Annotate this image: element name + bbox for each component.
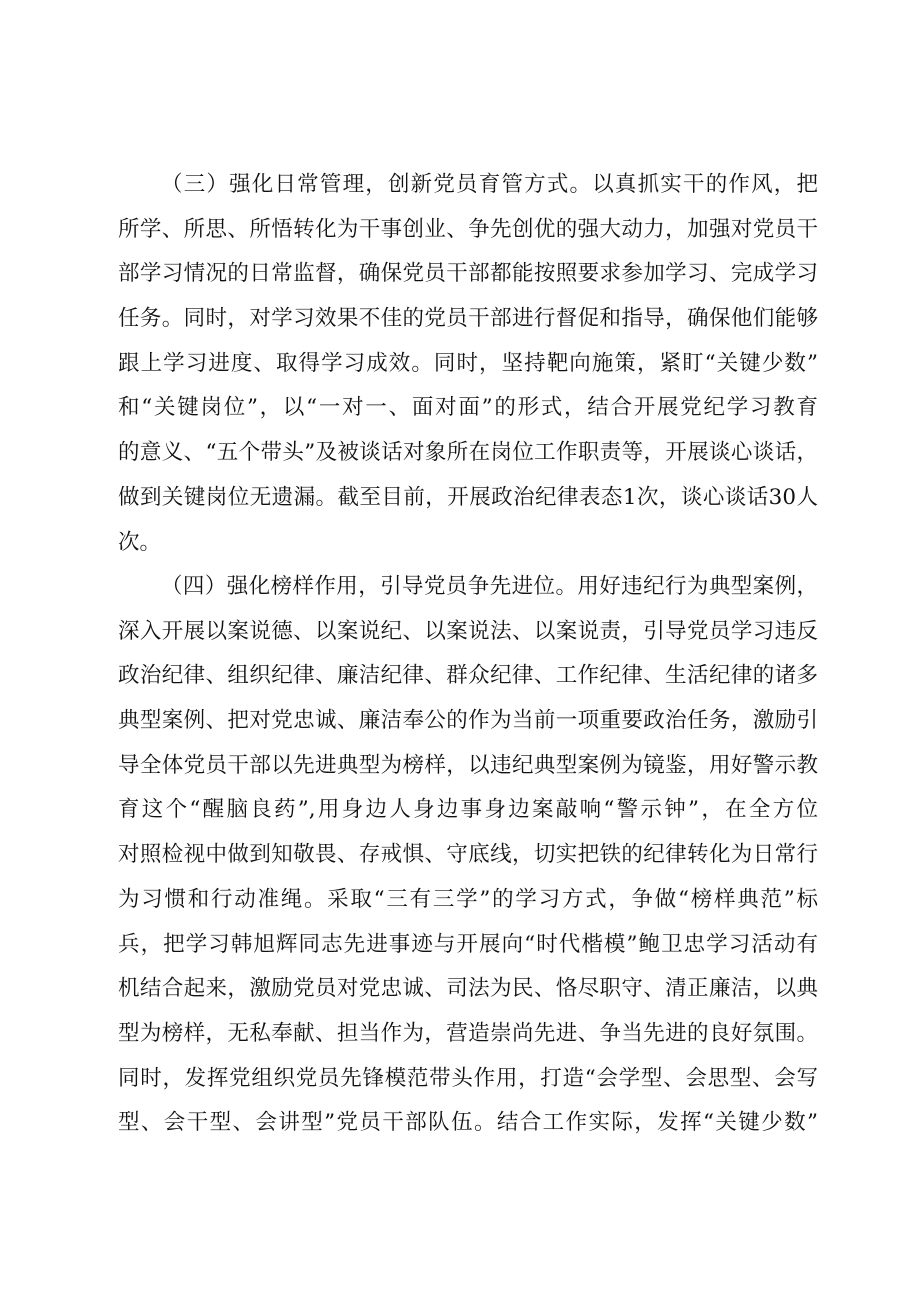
paragraph-line: 兵，把学习韩旭辉同志先进事迹与开展向“时代楷模”鲍卫忠学习活动有	[118, 931, 818, 957]
paragraph-line: （三）强化日常管理，创新党员育管方式。以真抓实干的作风，把	[161, 172, 818, 197]
paragraph-line: 政治纪律、组织纪律、廉洁纪律、群众纪律、工作纪律、生活纪律的诸多	[118, 663, 818, 689]
paragraph-line: 为习惯和行动准绳。采取“三有三学”的学习方式，争做“榜样典范”标	[118, 886, 818, 912]
paragraph-line: 和“关键岗位”，以“一对一、面对面”的形式，结合开展党纪学习教育	[118, 395, 818, 421]
paragraph-line: 型、会干型、会讲型”党员干部队伍。结合工作实际，发挥“关键少数”	[118, 1110, 818, 1136]
paragraph-line: 所学、所思、所悟转化为干事创业、争先创优的强大动力，加强对党员干	[118, 216, 818, 242]
paragraph-line: 深入开展以案说德、以案说纪、以案说法、以案说责，引导党员学习违反	[118, 618, 818, 644]
paragraph-line: 对照检视中做到知敬畏、存戒惧、守底线，切实把铁的纪律转化为日常行	[118, 842, 818, 868]
paragraph-line: 任务。同时，对学习效果不佳的党员干部进行督促和指导，确保他们能够	[118, 306, 818, 332]
paragraph-line: 育这个“醒脑良药”,用身边人身边事身边案敲响“警示钟”，在全方位	[118, 797, 818, 823]
paragraph-line: 次。	[118, 529, 162, 555]
paragraph-line: 典型案例、把对党忠诚、廉洁奉公的作为当前一项重要政治任务，激励引	[118, 708, 818, 734]
paragraph-line: 导全体党员干部以先进典型为榜样，以违纪典型案例为镜鉴，用好警示教	[118, 752, 818, 778]
paragraph-line: 型为榜样，无私奉献、担当作为，营造崇尚先进、争当先进的良好氛围。	[118, 1020, 818, 1046]
paragraph-line: 做到关键岗位无遗漏。截至目前，开展政治纪律表态1次，谈心谈话30人	[118, 484, 818, 510]
paragraph-line: （四）强化榜样作用，引导党员争先进位。用好违纪行为典型案例，	[161, 574, 818, 599]
paragraph-line: 部学习情况的日常监督，确保党员干部都能按照要求参加学习、完成学习	[118, 261, 818, 287]
paragraph-line: 的意义、“五个带头”及被谈话对象所在岗位工作职责等，开展谈心谈话，	[118, 440, 818, 466]
paragraph-4	[118, 565, 818, 1146]
paragraph-line: 同时，发挥党组织党员先锋模范带头作用，打造“会学型、会思型、会写	[118, 1065, 818, 1091]
paragraph-line: 机结合起来，激励党员对党忠诚、司法为民、恪尽职守、清正廉洁，以典	[118, 976, 818, 1002]
paragraph-3	[118, 163, 818, 565]
paragraph-line: 跟上学习进度、取得学习成效。同时，坚持靶向施策，紧盯“关键少数”	[118, 350, 818, 376]
